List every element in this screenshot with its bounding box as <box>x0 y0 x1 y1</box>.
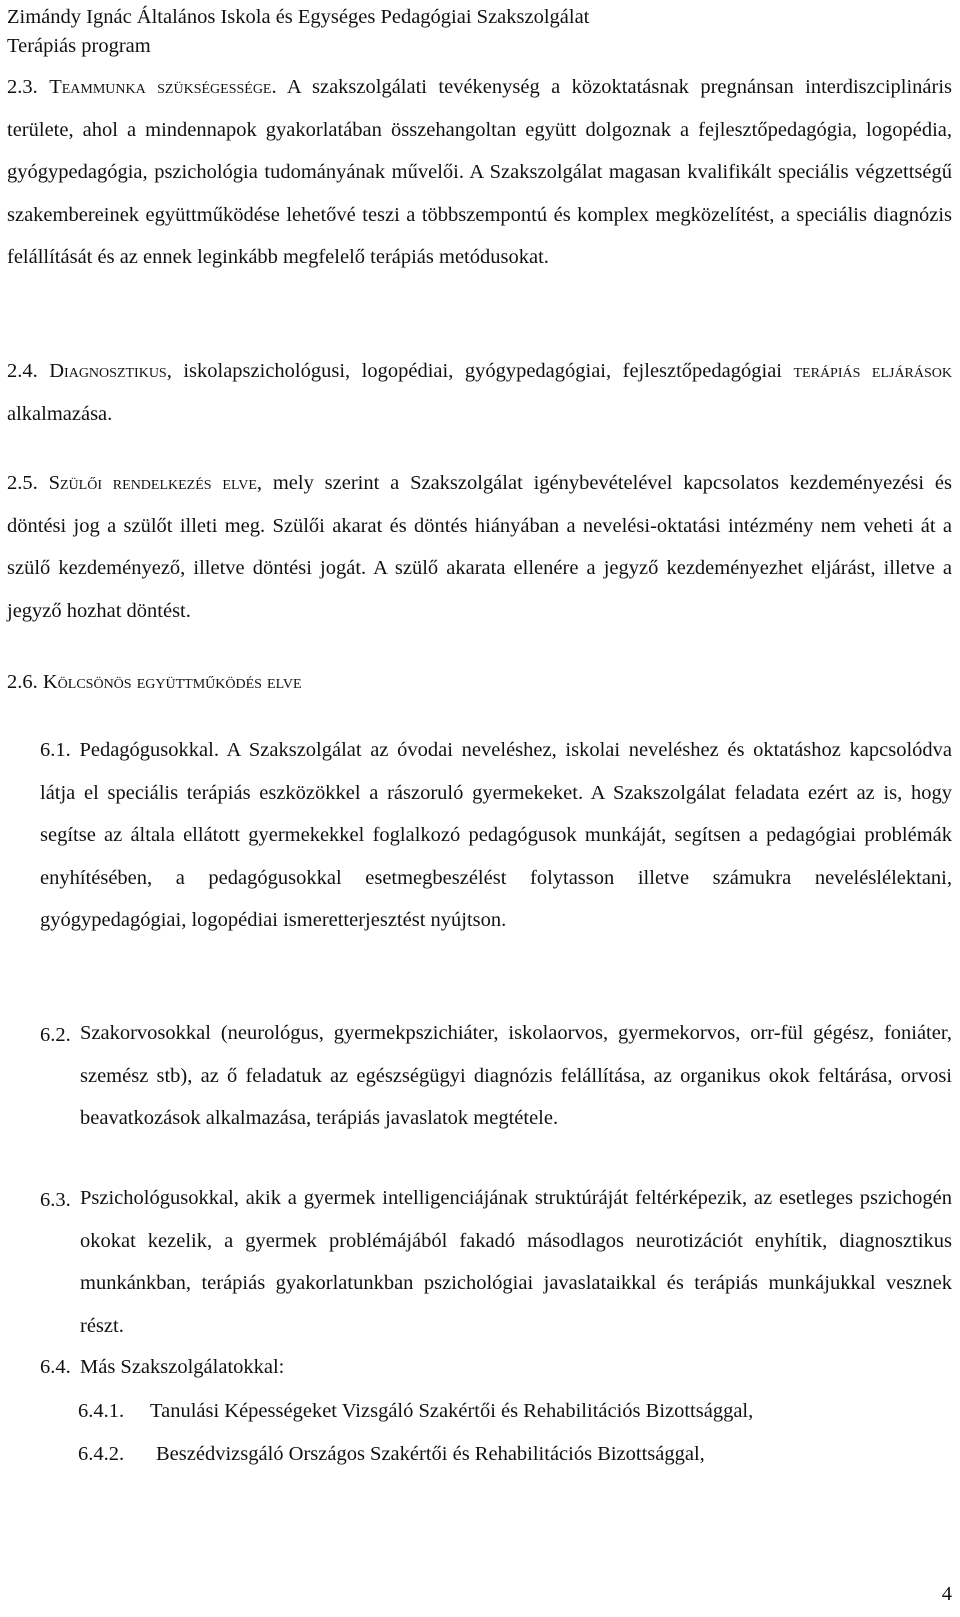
section-2-5-text: mely szerint a Szakszolgálat igénybevételével kapcsolatos kezdeményezési és döntési jog a szülőt illeti meg. Szülői akarat és döntés hiányában a nevelési-oktatási intézmény nem veheti át a szülő kezdeményező, illetve döntési jogát. A szülő akarata ellenére a jegyző kezdeményezhet eljárást, illetve a jegyző hozhat döntést. <box>7 472 953 622</box>
section-2-4-text-end: alkalmazása. <box>7 402 113 425</box>
section-6-3-text: Pszichológusokkal, akik a gyermek intelligenciájának struktúráját feltérképezik, az esetleges pszichogén okokat kezelik, a gyermek problémájából fakadó másodlagos neurotizációt enyhítik, diagnosztikus munkánkban, terápiás gyakorlatunkban pszichológiai javaslataikkal és terápiás munkájukkal vesznek részt. <box>80 1187 952 1337</box>
section-2-3-heading: Teammunka szükségessége. <box>49 76 277 98</box>
section-6-1: 6.1. Pedagógusokkal. A Szakszolgálat az óvodai neveléshez, iskolai neveléshez és oktatáshoz kapcsolódva látja el speciális terápiás eszközökkel a rászoruló gyermekeket. A Szakszolgálat feladata ezért az is, hogy segítse az általa ellátott gyermekekkel foglalkozó pedagógusok munkáját, segítsen a pedagógiai problémák enyhítésében, a pedagógusokkal esetmegbeszélést folytasson illetve számukra neveléslélektani, gyógypedagógiai, logopédiai ismeretterjesztést nyújtson. <box>40 739 952 931</box>
list-item-6-4-1-number: 6.4.1. <box>78 1400 125 1422</box>
list-item-6-4-1-text: Tanulási Képességeket Vizsgáló Szakértői és Rehabilitációs Bizottsággal, <box>150 1400 754 1422</box>
section-2-6-number: 2.6. <box>7 671 38 693</box>
section-6-3-number: 6.3. <box>40 1189 71 1211</box>
header-institution-name: Zimándy Ignác Általános Iskola és Egységes Pedagógiai Szakszolgálat <box>7 6 590 28</box>
section-6-4-text: Más Szakszolgálatokkal: <box>80 1356 285 1378</box>
section-2-4-heading-2: terápiás eljárások <box>793 360 953 382</box>
section-2-4-heading: Diagnosztikus, <box>49 360 172 382</box>
list-item-6-4-2-text: Beszédvizsgáló Országos Szakértői és Rehabilitációs Bizottsággal, <box>156 1443 705 1465</box>
section-6-2-number: 6.2. <box>40 1024 71 1046</box>
section-2-5-heading: Szülői rendelkezés elve, <box>48 472 263 494</box>
list-item-6-4-2-number: 6.4.2. <box>78 1443 125 1465</box>
header-program-name: Terápiás program <box>7 35 151 57</box>
section-6-2-text: Szakorvosokkal (neurológus, gyermekpszichiáter, iskolaorvos, gyermekorvos, orr-fül gégész, foniáter, szemész stb), az ő feladatuk az egészségügyi diagnózis felállítása, az organikus okok feltárása, orvosi beavatkozások alkalmazása, terápiás javaslatok megtétele. <box>80 1022 952 1129</box>
section-6-4-number: 6.4. <box>40 1356 71 1378</box>
section-2-4 <box>7 350 952 435</box>
section-2-4-text: iskolapszichológusi, logopédiai, gyógypedagógiai, fejlesztőpedagógiai <box>171 360 794 382</box>
section-2-5 <box>7 462 952 632</box>
section-2-3-text: A szakszolgálati tevékenység a közoktatásnak pregnánsan interdiszciplináris területe, ahol a mindennapok gyakorlatában összehangoltan együtt dolgoznak a fejlesztőpedagógia, logopédia, gyógypedagógia, pszichológia tudományának művelői. A Szakszolgálat magasan kvalifikált speciális végzettségű szakembereinek együttműködése lehetővé teszi a többszempontú és komplex megközelítést, a speciális diagnózis felállítását és az ennek leginkább megfelelő terápiás metódusokat. <box>7 76 953 268</box>
section-2-6-heading: Kölcsönös együttműködés elve <box>42 671 302 693</box>
section-2-4-number: 2.4. <box>7 360 38 382</box>
section-2-3-number: 2.3. <box>7 76 38 98</box>
page-number: 4 <box>941 1583 952 1605</box>
section-2-6 <box>7 671 302 694</box>
section-2-5-number: 2.5. <box>7 472 38 494</box>
section-2-3 <box>7 66 952 279</box>
